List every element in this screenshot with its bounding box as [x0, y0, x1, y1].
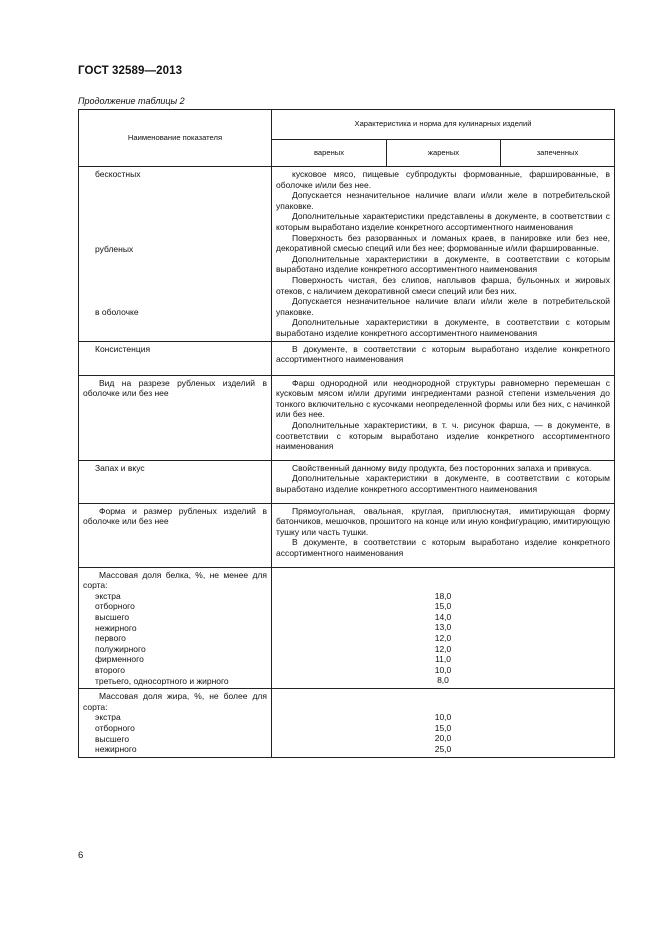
grade-label: экстра	[95, 712, 121, 723]
row-value-cell	[272, 567, 615, 689]
value: 14,0	[434, 611, 452, 622]
row-value-cell	[272, 689, 615, 758]
value: 8,0	[437, 675, 449, 686]
value: 15,0	[434, 722, 452, 733]
row-label-cell	[79, 567, 272, 689]
paragraph: Дополнительные характеристики в документе, в соответствии с которым выработано изделие конкретного ассортиментного наименования	[276, 473, 610, 495]
characteristics-table	[78, 109, 615, 758]
grade-label: нежирного	[95, 622, 137, 633]
grade-label: отборного	[95, 722, 135, 733]
col-header-boiled: вареных	[272, 140, 387, 167]
row-value-cell	[272, 341, 615, 375]
row-value-cell	[272, 460, 615, 503]
paragraph: кусковое мясо, пищевые субпродукты формованные, фаршированные, в оболочке и/или без нее.	[276, 169, 610, 190]
row-label: Форма и размер рубленых изделий в оболочке или без нее	[83, 505, 267, 527]
table-row	[79, 503, 615, 567]
grade-label: полужирного	[95, 643, 146, 654]
paragraph: Допускается незначительное наличие влаги и/или желе в потребительской упаковке.	[276, 190, 610, 211]
value: 15,0	[434, 601, 452, 612]
row-value-cell	[272, 167, 615, 342]
grade-label: фирменного	[95, 654, 144, 665]
value: 12,0	[434, 643, 452, 654]
paragraph: Фарш однородной или неоднородной структуры равномерно перемешан с кусковым мясом и/или другими ингредиентами разной степени измельчения до тонкого включительно с кусочками неопределенной формы или без них, с начинкой или без нее.	[276, 377, 610, 420]
value: 20,0	[434, 733, 452, 744]
row-label: Запах и вкус	[79, 460, 272, 503]
row-label-cell	[79, 689, 272, 758]
table-row	[79, 375, 615, 460]
row-label: Массовая доля белка, %, не менее для сорта:	[83, 569, 267, 591]
row-label: бескостных	[95, 169, 141, 179]
document-header: ГОСТ 32589—2013	[78, 65, 183, 77]
value: 25,0	[434, 743, 452, 754]
value: 11,0	[435, 654, 451, 665]
table-row	[79, 567, 615, 689]
row-label: Вид на разрезе рубленых изделий в оболочке или без нее	[83, 377, 267, 399]
row-label-cell	[79, 375, 272, 460]
table-row	[79, 167, 615, 342]
col-header-indicator: Наименование показателя	[79, 110, 272, 167]
grade-label: высшего	[95, 611, 130, 622]
col-header-baked: запеченных	[501, 140, 615, 167]
col-header-group: Характеристика и норма для кулинарных изделий	[272, 110, 615, 140]
row-value-cell	[272, 375, 615, 460]
grade-label: отборного	[95, 601, 135, 612]
grade-label: второго	[95, 664, 125, 675]
table-caption: Продолжение таблицы 2	[78, 96, 185, 106]
row-label-cell	[79, 503, 272, 567]
grade-label: первого	[95, 633, 126, 644]
table-row	[79, 460, 615, 503]
paragraph: Прямоугольная, овальная, круглая, приплюснутая, имитирующая форму батончиков, мешочков, прошитого на конце или иную конфигурацию, имитирующую тушку или часть тушки.	[276, 505, 610, 537]
grade-label: нежирного	[95, 744, 137, 755]
paragraph: Поверхность без разорванных и ломаных краев, в панировке или без нее, декоративной смесью специй или без нее; формованные и/или фаршированные.	[276, 232, 610, 254]
value: 10,0	[434, 664, 452, 675]
row-value-cell	[272, 503, 615, 567]
row-label: рубленых	[95, 243, 134, 254]
table-row	[79, 341, 615, 375]
table-row	[79, 689, 615, 758]
paragraph: Допускается незначительное наличие влаги и/или желе в потребительской упаковке.	[276, 296, 610, 317]
page-number: 6	[78, 850, 84, 861]
paragraph: Дополнительные характеристики в документе, в соответствии с которым выработано изделие конкретного ассортиментного наименования	[276, 317, 610, 338]
paragraph: Дополнительные характеристики, в т. ч. рисунок фарша, — в документе, в соответствии с которым выработано изделие конкретного ассортиментного наименования	[276, 420, 610, 452]
value: 18,0	[434, 590, 452, 601]
paragraph: Поверхность чистая, без слипов, наплывов фарша, бульонных и жировых отеков, с наличием декоративной смеси специй или без них.	[276, 274, 610, 296]
paragraph: Дополнительные характеристики в документе, в соответствии с которым выработано изделие конкретного ассортиментного наименования	[276, 253, 610, 275]
value: 13,0	[434, 622, 452, 633]
col-header-fried: жареных	[387, 140, 501, 167]
grade-label: третьего, односортного и жирного	[95, 675, 229, 686]
row-label: Массовая доля жира, %, не более для сорта:	[83, 691, 267, 712]
grade-label: экстра	[95, 590, 121, 601]
paragraph: Дополнительные характеристики представлены в документе, в соответствии с которым выработано изделие конкретного ассортиментного наименования	[276, 211, 610, 232]
row-label-cell	[79, 167, 272, 342]
paragraph: В документе, в соответствии с которым выработано изделие конкретного ассортиментного наименования	[276, 343, 610, 365]
paragraph: В документе, в соответствии с которым выработано изделие конкретного ассортиментного наименования	[276, 537, 610, 558]
row-label: Консистенция	[79, 341, 272, 375]
row-label: в оболочке	[95, 307, 139, 318]
paragraph: Свойственный данному виду продукта, без посторонних запаха и привкуса.	[292, 462, 592, 473]
value: 12,0	[434, 632, 452, 643]
grade-label: высшего	[95, 733, 130, 744]
value: 10,0	[434, 712, 452, 723]
